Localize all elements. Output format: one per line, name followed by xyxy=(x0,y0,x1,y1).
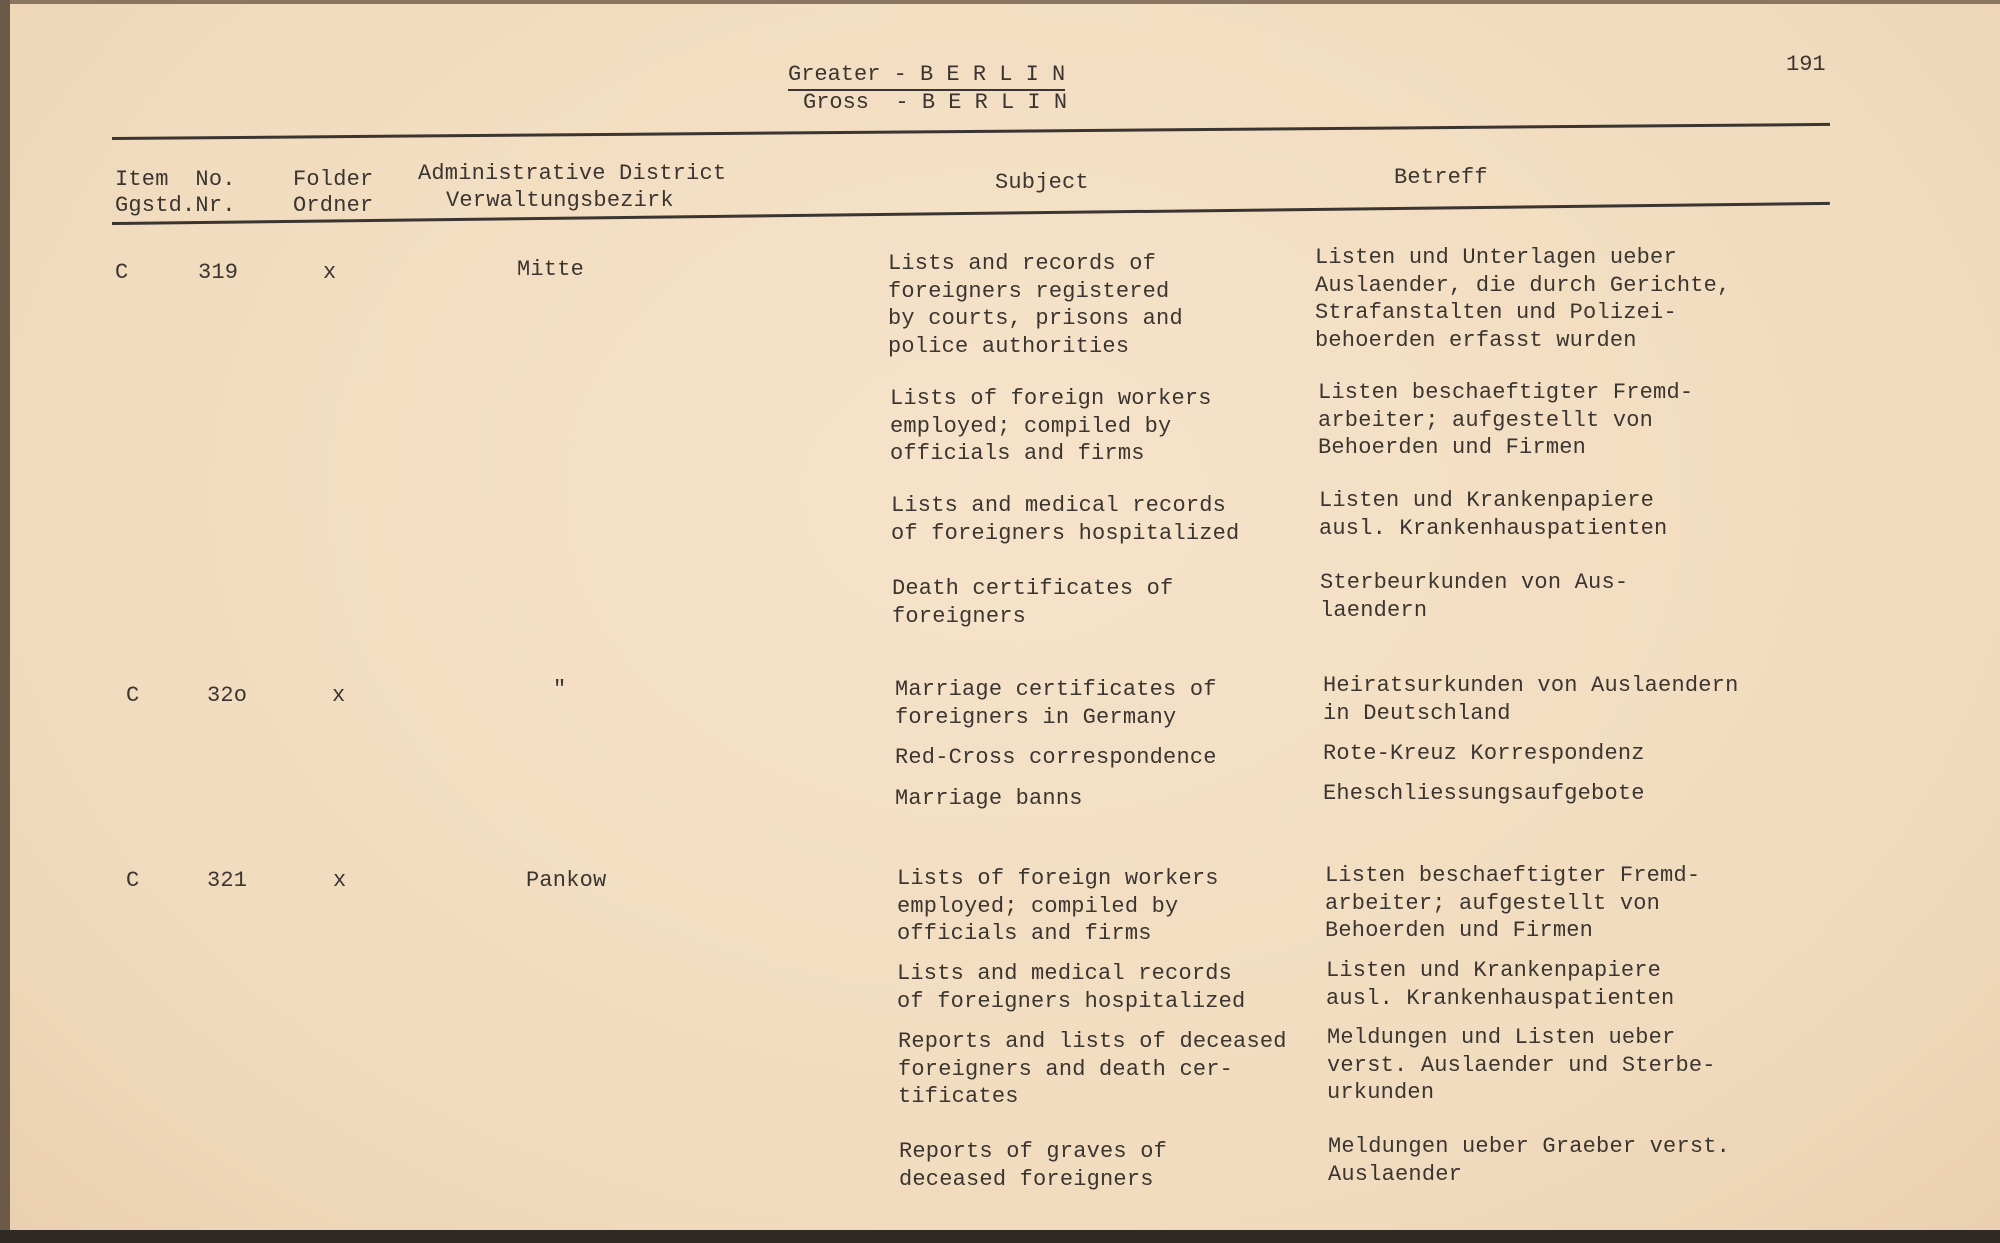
betreff-entry: Meldungen und Listen ueber verst. Auslaender und Sterbe- urkunden xyxy=(1327,1025,1716,1105)
item-district: " xyxy=(553,677,567,702)
item-number: 32o xyxy=(207,683,248,708)
column-header-item-en: Item No. xyxy=(115,167,236,192)
subject-entry: Reports of graves of deceased foreigners xyxy=(899,1139,1168,1192)
column-header-district-de: Verwaltungsbezirk xyxy=(446,188,674,213)
item-category: C xyxy=(126,868,140,893)
item-district: Pankow xyxy=(526,868,607,893)
subject-entry: Reports and lists of deceased foreigners and death cer- tificates xyxy=(898,1029,1287,1109)
scan-edge-bottom xyxy=(0,1230,2000,1243)
column-header-folder-de: Ordner xyxy=(293,193,374,218)
scan-edge-left xyxy=(0,0,10,1243)
item-folder: x xyxy=(323,260,337,285)
subject-entry: Lists and records of foreigners registered by courts, prisons and police authorities xyxy=(888,251,1183,359)
subject-entry: Red-Cross correspondence xyxy=(895,745,1217,770)
item-folder: x xyxy=(333,868,347,893)
item-district: Mitte xyxy=(517,257,585,282)
betreff-entry: Listen und Krankenpapiere ausl. Krankenhauspatienten xyxy=(1319,488,1668,541)
subject-entry: Death certificates of foreigners xyxy=(892,576,1174,629)
betreff-entry: Meldungen ueber Graeber verst. Auslaender xyxy=(1328,1134,1731,1187)
betreff-entry: Sterbeurkunden von Aus- laendern xyxy=(1320,570,1629,623)
betreff-entry: Rote-Kreuz Korrespondenz xyxy=(1323,741,1645,766)
item-category: C xyxy=(115,260,129,285)
page-number: 191 xyxy=(1786,52,1826,77)
title-german: Gross - B E R L I N xyxy=(803,90,1068,115)
item-number: 319 xyxy=(198,260,239,285)
column-header-item-de: Ggstd.Nr. xyxy=(115,193,236,218)
subject-entry: Lists of foreign workers employed; compiled by officials and firms xyxy=(897,866,1219,946)
betreff-entry: Eheschliessungsaufgebote xyxy=(1323,781,1645,806)
subject-entry: Marriage banns xyxy=(895,786,1083,811)
betreff-entry: Heiratsurkunden von Auslaendern in Deutschland xyxy=(1323,673,1739,726)
subject-entry: Marriage certificates of foreigners in Germany xyxy=(895,677,1217,730)
betreff-entry: Listen beschaeftigter Fremd- arbeiter; aufgestellt von Behoerden und Firmen xyxy=(1325,863,1701,943)
column-header-folder-en: Folder xyxy=(293,167,374,192)
column-header-betreff: Betreff xyxy=(1394,165,1488,190)
item-folder: x xyxy=(332,683,346,708)
subject-entry: Lists and medical records of foreigners hospitalized xyxy=(891,493,1240,546)
betreff-entry: Listen und Unterlagen ueber Auslaender, die durch Gerichte, Strafanstalten und Polizei- behoerden erfasst wurden xyxy=(1315,245,1731,353)
subject-entry: Lists of foreign workers employed; compiled by officials and firms xyxy=(890,386,1212,466)
subject-entry: Lists and medical records of foreigners hospitalized xyxy=(897,961,1246,1014)
title-english: Greater - B E R L I N xyxy=(788,62,1065,91)
betreff-entry: Listen und Krankenpapiere ausl. Krankenhauspatienten xyxy=(1326,958,1675,1011)
column-header-district-en: Administrative District xyxy=(418,161,727,186)
item-number: 321 xyxy=(207,868,248,893)
betreff-entry: Listen beschaeftigter Fremd- arbeiter; aufgestellt von Behoerden und Firmen xyxy=(1318,380,1694,460)
item-category: C xyxy=(126,683,140,708)
column-header-subject: Subject xyxy=(995,170,1089,195)
